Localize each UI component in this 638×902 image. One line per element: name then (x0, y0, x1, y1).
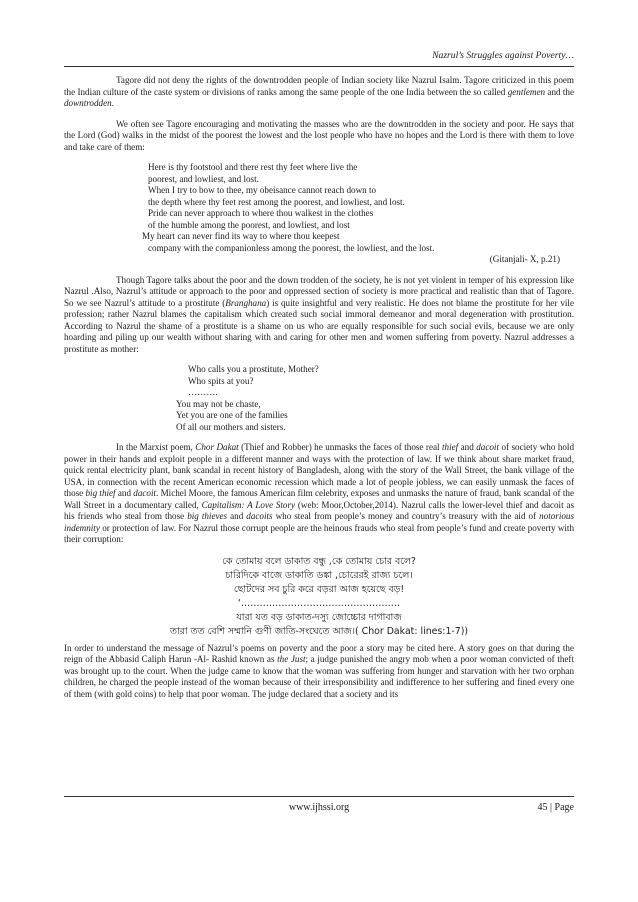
paragraph-4-text: (web: Moor,October,2014). Nazrul calls the lower-level thief and dacoit as his friends who steal from those (64, 499, 574, 521)
emphasis-chor-dakat: Chor Dakat (195, 442, 239, 452)
emphasis-the-just: the Just (277, 654, 306, 664)
verse-line: Here is thy footstool and there rest thy feet where live the (148, 162, 358, 172)
emphasis-dacoit: dacoit (476, 442, 499, 452)
emphasis-big-thieves: big thieves (187, 511, 228, 521)
mother-quote (64, 364, 574, 433)
paragraph-2: We often see Tagore encouraging and motivating the masses who are the downtrodden in the society and poor. He says that the Lord (God) walks in the midst of the poorest the lowest and the lost people who have no hopes and the Lord is there with them to love and take care of them: (64, 118, 574, 152)
paragraph-5 (64, 643, 574, 701)
paragraph-4 (64, 442, 574, 546)
emphasis-downtrodden: downtrodden (64, 98, 112, 108)
paragraph-3-text: ) is quite insightful and very realistic. He does not blame the prostitute for her vile profession; rather Nazrul blames the capitalism which created such social immoral demeanor and moral degeneration with prostitution. According to Nazrul the shame of a prostitute is a shame on us who are equally responsible for such social evils, because we are only hoarding and piling up our wealth without sharing with and caring for other men and women suffering from poverty. Nazrul addresses a prostitute as mother: (64, 297, 574, 354)
paragraph-4-text: or protection of law. For Nazrul those corrupt people are the heinous frauds who steal from people’s fund and create poverty with their corruption: (64, 522, 574, 544)
paragraph-3 (64, 275, 574, 356)
header-rule (64, 66, 574, 67)
emphasis-branghana: Branghana (225, 297, 267, 308)
verse-line: poorest, and lowliest, and lost. (148, 173, 259, 184)
emphasis-thief: thief (442, 442, 459, 452)
bengali-line: চারিদিকে বাজে ডাকাতি ডঙ্কা ,চোরেরই রাজ্য চলে। (225, 569, 413, 581)
emphasis-dacoits: dacoits (246, 511, 273, 521)
paragraph-5-text: In order to understand the message of Nazrul’s poems on poverty and the poor a story may be cited here. A story goes on that during the reign of the Abbasid Caliph Harun -Al- Rashid known as (64, 642, 574, 664)
footer-url: www.ijhssi.org (288, 802, 350, 813)
paragraph-4-text: and (458, 442, 477, 452)
emphasis-capitalism: Capitalism: A Love Story (201, 499, 296, 510)
verse-line: When I try to bow to thee, my obeisance cannot reach down to (148, 185, 377, 195)
paragraph-4-text: and (115, 488, 134, 498)
bengali-line: যারা যত বড় ডাকাত-দস্যু জোচ্চোর দাগাবাজ (236, 611, 402, 623)
paragraph-4-text: of society who hold power in their hands and exploit people in a different manner and ways with the protection of law. If we think about share market fraud, quick rental electricity plant, bank scandal in recent history of Bangladesh, along with the story of the Wall Street, the bank village of the USA, in connection with the recent American economic recession which made a lot of people jobless, we can easily unmask the faces of those (64, 442, 574, 498)
paragraph-4-text: (Thief and Robber) he unmasks the faces of those real (238, 442, 443, 452)
verse-citation: (Gitanjali- X, p.21) (489, 254, 560, 264)
paragraph-4-text: In the Marxist poem, (116, 442, 196, 452)
paragraph-5-text: ; a judge punished the angry mob when a poor woman convicted of theft was brought up to the court. When the judge came to know that the woman was suffering from hunger and starvation with her two orphan children, he charged the people instead of the woman because of their irresponsibility and indifference to her suffering and fined every one of them (with gold coins) to help that poor woman. The judge declared that a society and its (64, 654, 574, 699)
verse-line: of the humble among the poorest, and lowliest, and lost (148, 219, 350, 230)
verse-line: You may not be chaste, (176, 398, 261, 409)
paragraph-1-text: and the (545, 86, 574, 97)
bengali-line: কে তোমায় বলে ডাকাত বন্ধু ,কে তোমায় চোর বলে? (222, 555, 416, 567)
bengali-line: তারা তত বেশি সম্মানি গুণী জাতি-সংঘেতে আজ।( Chor Dakat: lines:1-7)) (169, 625, 469, 637)
paragraph-4-text: who steal from people’s money and country’s treasury with the aid of (272, 511, 540, 521)
verse-line: Of all our mothers and sisters. (176, 421, 286, 432)
verse-line: Pride can never approach to where thou walkest in the clothes (148, 208, 374, 218)
verse-line: My heart can never find its way to where thou keepest (142, 231, 340, 241)
emphasis-gentlemen: gentlemen (507, 86, 546, 97)
footer-rule (64, 796, 574, 797)
paragraph-1-text: Tagore did not deny the rights of the downtrodden people of Indian society like Nazrul Isalm. Tagore criticized in this poem the Indian culture of the caste system or divisions of ranks among the same people of the one India between the so called (64, 75, 574, 97)
footer-page-number: 45 | Page (537, 802, 574, 813)
emphasis-notorious-indemnity: notorious indemnity (64, 511, 574, 533)
bengali-line: ‘…………………………………………… (237, 597, 401, 609)
paragraph-4-text: and (227, 511, 247, 521)
bengali-line: ছোটদের সব চুরি করে বড়রা আজ হয়েছে বড়! (233, 583, 405, 595)
article-body (64, 75, 574, 709)
verse-line: the depth where thy feet rest among the poorest, and lowliest, and lost. (148, 196, 405, 207)
paragraph-1-text: . (111, 98, 114, 108)
verse-line: Who spits at you? (188, 375, 254, 386)
emphasis-dacoit: dacoit (133, 488, 157, 498)
verse-line: Yet you are one of the families (176, 410, 288, 420)
paragraph-4-text: . Michel Moore, the famous American film celebrity, exposes and unmasks the nature of fraud, bank scandal of the Wall Street in a documentary called, (64, 488, 574, 510)
verse-line: ………. (188, 387, 218, 397)
emphasis-big-thief: big thief (85, 488, 116, 498)
paragraph-3-text: Though Tagore talks about the poor and the down trodden of the society, he is not yet violent in temper of his expression like Nazrul .Also, Nazrul’s attitude or approach to the poor and oppressed section of society is more practical and realistic than that of Tagore. So we see Nazrul’s attitude to a prostitute ( (64, 274, 574, 308)
bengali-quote (64, 555, 574, 639)
running-header: Nazrul’s Struggles against Poverty… (432, 50, 574, 61)
paragraph-1 (64, 75, 574, 110)
verse-line: company with the companionless among the poorest, the lowliest, and the lost. (148, 242, 435, 253)
gitanjali-quote (64, 162, 574, 266)
verse-line: Who calls you a prostitute, Mother? (188, 364, 319, 374)
